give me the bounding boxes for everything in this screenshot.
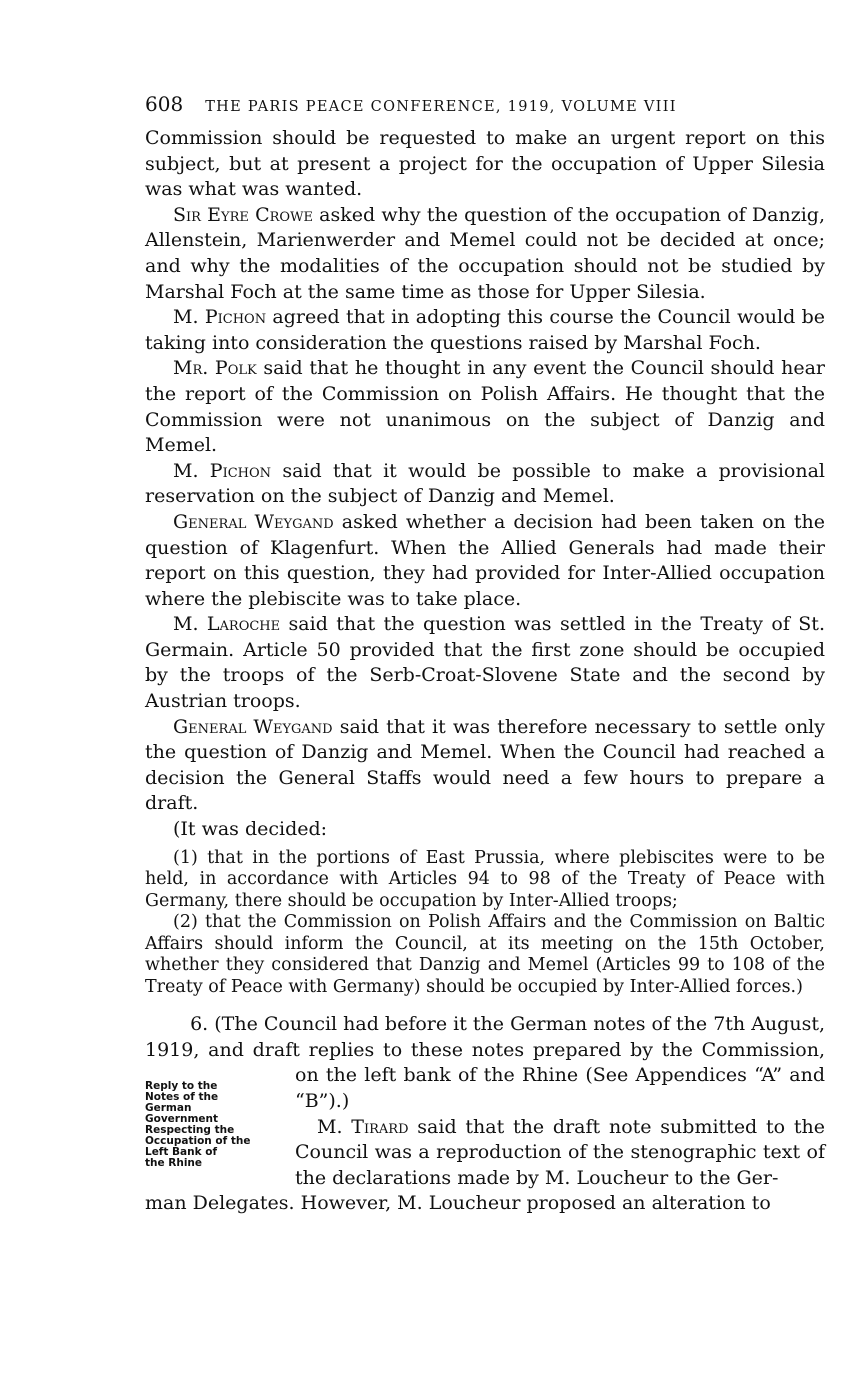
paragraph: M. Pichon said that it would be possible to make a provisional reservation on the subject of Danzig and Memel. [145,459,825,508]
section-6-body [145,1063,825,1191]
speaker-name: Sir Eyre Crowe [173,203,313,226]
decision-list [145,848,825,999]
page [145,92,825,1217]
speaker-name: Pichon [204,306,267,329]
section-6-right-column [295,1063,825,1191]
paragraph: Mr. Polk said that he thought in any event the Council should hear the report of the Commission on Polish Affairs. He thought that the Commission were not unanimous on the subject of Danzig and Memel. [145,357,826,457]
paragraph: M. Tirard said that the draft note submitted to the Council was a reproduction of the stenographic text of the declarations made by M. Loucheur to the Ger- [295,1115,825,1189]
speaker-name: Tirard [351,1115,409,1138]
sidenote-column [145,1063,295,1191]
paragraph: Commission should be requested to make an urgent report on this subject, but at present a project for the occupation of Upper Silesia was what was wanted. [145,127,825,201]
page-header [145,92,825,126]
page-number: 608 [145,92,184,116]
list-item: (2) that the Commission on Polish Affairs and the Commission on Baltic Affairs should inform the Council, at its meeting on the 15th October, whether they considered that Danzig and Memel (Articles 99 to 108 of the Treaty of Peace with Germany) should be occupied by Inter-Allied forces.) [145,912,825,997]
section-6-line-1: 6. (The Council had before it the German notes of the 7th August, [190,1013,825,1036]
speaker-name: Pichon [209,459,272,482]
paragraph: General Weygand said that it was therefore necessary to settle only the question of Danzig and Memel. When the Council had reached a decision the General Staffs would need a few hours to prepare a draft. [145,715,825,815]
paragraph-continuation: man Delegates. However, M. Loucheur proposed an alteration to [145,1192,771,1215]
paragraph: M. Pichon agreed that in adopting this course the Council would be taking into consideration the questions raised by Marshal Foch. [145,306,825,354]
sidenote: Reply to the Notes of the German Government Respecting the Occupation of the Left Bank of the Rhine [145,1080,251,1170]
paragraph: M. Laroche said that the question was settled in the Treaty of St. Germain. Article 50 provided that the first zone should be occupied by the troops of the Serb-Croat-Slovene State and the second by Austrian troops. [145,613,825,713]
speaker-name: General Weygand [173,715,333,738]
body-text [145,126,825,1217]
list-item: (1) that in the portions of East Prussia, where plebiscites were to be held, in accordance with Articles 94 to 98 of the Treaty of Peace with Germany, there should be occupation by Inter-Allied troops; [145,847,825,911]
paragraph: Sir Eyre Crowe asked why the question of the occupation of Danzig, Allenstein, Marienwerder and Memel could not be decided at once; and why the modalities of the occupation should not be studied by Marshal Foch at the same time as those for Upper Silesia. [145,203,825,303]
speaker-name: Laroche [206,613,281,636]
paragraph: General Weygand asked whether a decision had been taken on the question of Klagenfurt. When the Allied Generals had made their report on this question, they had provided for Inter-Allied occupation where the plebiscite was to take place. [145,510,825,610]
section-6 [145,1012,825,1217]
section-6-line-2: 1919, and draft replies to these notes prepared by the Commission, [145,1038,825,1061]
paragraph: on the left bank of the Rhine (See Appendices “A” and “B”).) [295,1064,825,1112]
decision-intro: (It was decided: [173,818,328,841]
speaker-name: Mr. Polk [173,357,257,380]
speaker-name: General Weygand [173,510,334,533]
running-title: THE PARIS PEACE CONFERENCE, 1919, VOLUME VIII [205,99,677,115]
